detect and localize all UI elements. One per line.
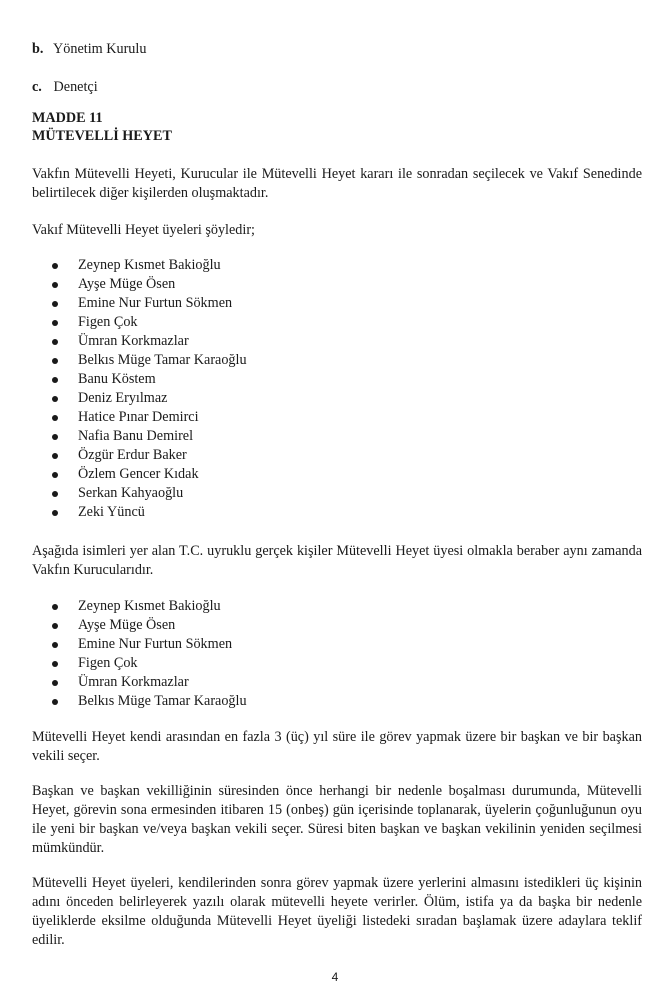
page-number: 4 bbox=[331, 970, 339, 984]
list-item bbox=[48, 616, 247, 635]
bullet-icon bbox=[52, 604, 58, 610]
list-item bbox=[48, 313, 247, 332]
paragraph-term: Mütevelli Heyet kendi arasından en fazla 3 (üç) yıl süre ile görev yapmak üzere bir başkan ve bir başkan vekili seçer. bbox=[32, 729, 642, 764]
article-title: MÜTEVELLİ HEYET bbox=[32, 128, 172, 144]
paragraph-vacancy: Başkan ve başkan vekilliğinin süresinden önce herhangi bir nedenle boşalması durumunda, Mütevelli Heyet, görevin sona ermesinden itibaren 15 (onbeş) gün içerisinde toplanarak, üyelerin çoğunluğunun oyu ile yeni bir başkan ve/veya başkan vekili seçer. Süresi biten başkan ve başkan vekilinin yeniden seçilmesi mümkündür. bbox=[32, 783, 642, 856]
list-item bbox=[48, 275, 247, 294]
paragraph-founders-intro: Aşağıda isimleri yer alan T.C. uyruklu gerçek kişiler Mütevelli Heyet üyesi olmakla beraber aynı zamanda Vakfın Kurucularıdır. bbox=[32, 543, 642, 578]
item-letter: c. bbox=[32, 79, 42, 95]
list-item-text: Özlem Gencer Kıdak bbox=[78, 466, 199, 482]
list-item-text: Belkıs Müge Tamar Karaoğlu bbox=[78, 693, 247, 709]
bullet-icon bbox=[52, 396, 58, 402]
list-item-text: Ayşe Müge Ösen bbox=[78, 617, 176, 633]
list-item bbox=[48, 635, 247, 654]
bullet-icon bbox=[52, 263, 58, 269]
list-item bbox=[48, 256, 247, 275]
list-item-text: Zeynep Kısmet Bakioğlu bbox=[78, 598, 221, 614]
list-item bbox=[48, 427, 247, 446]
list-item bbox=[48, 503, 247, 522]
bullet-icon bbox=[52, 661, 58, 667]
bullet-icon bbox=[52, 680, 58, 686]
paragraph-members-intro: Vakıf Mütevelli Heyet üyeleri şöyledir; bbox=[32, 222, 255, 238]
article-number: MADDE 11 bbox=[32, 110, 103, 126]
list-item-text: Emine Nur Furtun Sökmen bbox=[78, 295, 233, 311]
list-item bbox=[48, 597, 247, 616]
list-item-text: Hatice Pınar Demirci bbox=[78, 409, 199, 425]
list-item bbox=[48, 370, 247, 389]
list-item-text: Belkıs Müge Tamar Karaoğlu bbox=[78, 352, 247, 368]
list-item-text: Zeki Yüncü bbox=[78, 504, 145, 520]
bullet-icon bbox=[52, 491, 58, 497]
list-item-text: Ümran Korkmazlar bbox=[78, 333, 189, 349]
list-item-text: Nafia Banu Demirel bbox=[78, 428, 194, 444]
founders-list bbox=[48, 597, 247, 711]
list-item-text: Figen Çok bbox=[78, 655, 138, 671]
list-item bbox=[48, 484, 247, 503]
list-item bbox=[48, 446, 247, 465]
list-item bbox=[48, 465, 247, 484]
paragraph-successors: Mütevelli Heyet üyeleri, kendilerinden sonra görev yapmak üzere yerlerini almasını istedikleri üç kişinin adını önceden belirleyerek yazılı olarak mütevelli heyete verirler. Ölüm, istifa ya da başka bir nedenle üyeliklerde eksilme olduğunda Mütevelli Heyet üyeliği listedeki sıradan başlamak üzere adaylara teklif edilir. bbox=[32, 875, 642, 948]
item-letter: b. bbox=[32, 41, 44, 57]
bullet-icon bbox=[52, 642, 58, 648]
bullet-icon bbox=[52, 699, 58, 705]
list-item bbox=[48, 673, 247, 692]
list-item-text: Ümran Korkmazlar bbox=[78, 674, 189, 690]
list-item-text: Serkan Kahyaoğlu bbox=[78, 485, 184, 501]
bullet-icon bbox=[52, 623, 58, 629]
bullet-icon bbox=[52, 282, 58, 288]
bullet-icon bbox=[52, 434, 58, 440]
list-item-text: Deniz Eryılmaz bbox=[78, 390, 168, 406]
members-list bbox=[48, 256, 247, 522]
bullet-icon bbox=[52, 453, 58, 459]
item-text: Yönetim Kurulu bbox=[53, 41, 147, 57]
list-item bbox=[48, 389, 247, 408]
list-item bbox=[48, 654, 247, 673]
list-item-text: Özgür Erdur Baker bbox=[78, 447, 187, 463]
list-item bbox=[48, 408, 247, 427]
bullet-icon bbox=[52, 358, 58, 364]
list-item-text: Banu Köstem bbox=[78, 371, 156, 387]
list-item-text: Figen Çok bbox=[78, 314, 138, 330]
bullet-icon bbox=[52, 415, 58, 421]
item-text: Denetçi bbox=[53, 79, 98, 95]
paragraph-intro: Vakfın Mütevelli Heyeti, Kurucular ile Mütevelli Heyet kararı ile sonradan seçilecek ve Vakıf Senedinde belirtilecek diğer kişilerden oluşmaktadır. bbox=[32, 166, 642, 201]
list-item-text: Emine Nur Furtun Sökmen bbox=[78, 636, 233, 652]
list-item-b bbox=[32, 40, 642, 59]
list-item bbox=[48, 332, 247, 351]
list-item bbox=[48, 351, 247, 370]
bullet-icon bbox=[52, 339, 58, 345]
list-item bbox=[48, 294, 247, 313]
bullet-icon bbox=[52, 510, 58, 516]
list-item-text: Zeynep Kısmet Bakioğlu bbox=[78, 257, 221, 273]
bullet-icon bbox=[52, 301, 58, 307]
list-item-text: Ayşe Müge Ösen bbox=[78, 276, 176, 292]
bullet-icon bbox=[52, 377, 58, 383]
list-item bbox=[48, 692, 247, 711]
list-item-c bbox=[32, 78, 642, 97]
bullet-icon bbox=[52, 320, 58, 326]
bullet-icon bbox=[52, 472, 58, 478]
